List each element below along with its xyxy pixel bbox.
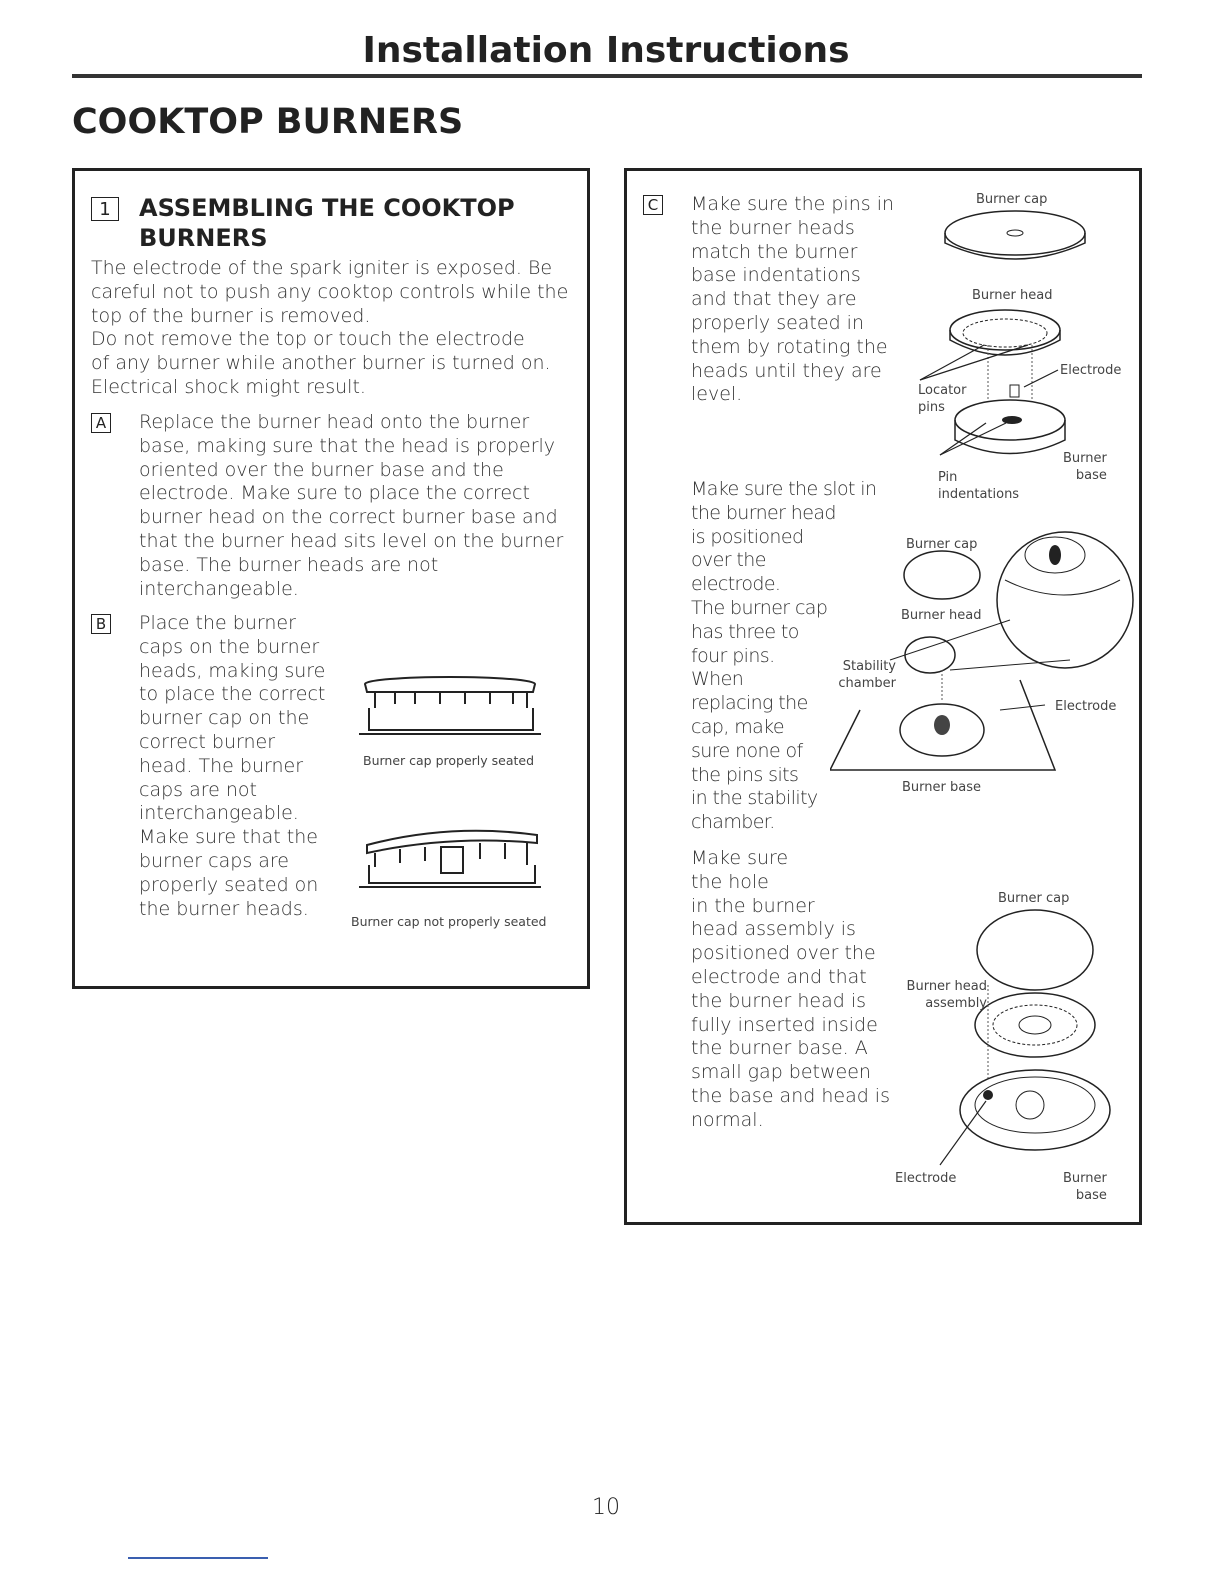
step-number: 1 bbox=[91, 197, 119, 221]
fig2-burner-cap-label: Burner cap bbox=[906, 537, 978, 552]
step-a-text: Replace the burner head onto the burner base, making sure that the head is properly oriented over the burner base and the electrode. Make sure to place the correct burner head on the correct burner base and that the burner head sits level on the burner base. The burner heads are not interchangeable. bbox=[139, 411, 564, 600]
step-a-label: A bbox=[91, 413, 111, 433]
slot-instructions: Make sure the slot in the burner head is positioned over the electrode. The burner cap has three to four pins. When replacing the cap, make sure none of the pins sits in the stability chamber. bbox=[691, 478, 877, 834]
fig2-burner-head-label: Burner head bbox=[901, 608, 982, 623]
page-number: 10 bbox=[592, 1495, 620, 1520]
fig3-burner-base-label: Burner base bbox=[1063, 1171, 1107, 1203]
burner-exploded-illustration bbox=[900, 205, 1120, 465]
cap-seated-illustration bbox=[355, 670, 545, 750]
step-c-marker bbox=[643, 195, 663, 215]
footer-rule bbox=[128, 1557, 268, 1559]
step-b-text: Place the burner caps on the burner heads, making sure to place the correct burner cap on the correct burner head. The burner caps are not interchangeable. Make sure that the burner caps are properly seated on the burner heads. bbox=[139, 612, 326, 920]
fig1-locator-pins-label: Locator pins bbox=[918, 383, 967, 415]
burner-assembly-illustration bbox=[900, 905, 1120, 1175]
fig1-burner-cap-label: Burner cap bbox=[976, 192, 1048, 207]
step-a-marker bbox=[91, 413, 111, 433]
fig1-pin-indentations-label: Pin indentations bbox=[938, 470, 1020, 502]
step-b-label: B bbox=[91, 614, 111, 634]
fig1-burner-base-label: Burner base bbox=[1063, 451, 1107, 483]
burner-cap-pins-illustration bbox=[830, 520, 1140, 780]
fig2-burner-base-label: Burner base bbox=[902, 780, 981, 795]
fig3-burner-cap-label: Burner cap bbox=[998, 891, 1070, 906]
step-c-text: Make sure the pins in the burner heads match the burner base indentations and that they are properly seated in them by rotating the heads until they are level. bbox=[691, 193, 895, 406]
fig3-burner-head-assembly-label: Burner head assembly bbox=[906, 979, 987, 1011]
electrode-warning: The electrode of the spark igniter is exposed. Be careful not to push any cooktop controls while the top of the burner is removed. Do not remove the top or touch the electrode of any burner while another burner is turned on. Electrical shock might result. bbox=[91, 257, 569, 398]
fig1-burner-head-label: Burner head bbox=[972, 288, 1053, 303]
page-header-title: Installation Instructions bbox=[362, 30, 850, 71]
fig1-electrode-label: Electrode bbox=[1060, 363, 1122, 378]
step-c-label: C bbox=[643, 195, 663, 215]
cap-not-seated-illustration bbox=[355, 825, 545, 905]
step-number-badge bbox=[91, 197, 119, 221]
header-rule bbox=[72, 74, 1142, 78]
fig2-stability-chamber-label: Stability chamber bbox=[838, 659, 896, 691]
fig3-electrode-label: Electrode bbox=[895, 1171, 957, 1186]
fig2-electrode-label: Electrode bbox=[1055, 699, 1117, 714]
hole-instructions: Make sure the hole in the burner head assembly is positioned over the electrode and that the burner head is fully inserted inside the burner base. A small gap between the base and head is normal. bbox=[691, 847, 890, 1131]
step-b-marker bbox=[91, 614, 111, 634]
section-title: COOKTOP BURNERS bbox=[72, 102, 464, 142]
assembling-heading: ASSEMBLING THE COOKTOP BURNERS bbox=[139, 194, 515, 252]
cap-not-seated-caption: Burner cap not properly seated bbox=[351, 914, 547, 929]
cap-seated-caption: Burner cap properly seated bbox=[363, 753, 535, 768]
